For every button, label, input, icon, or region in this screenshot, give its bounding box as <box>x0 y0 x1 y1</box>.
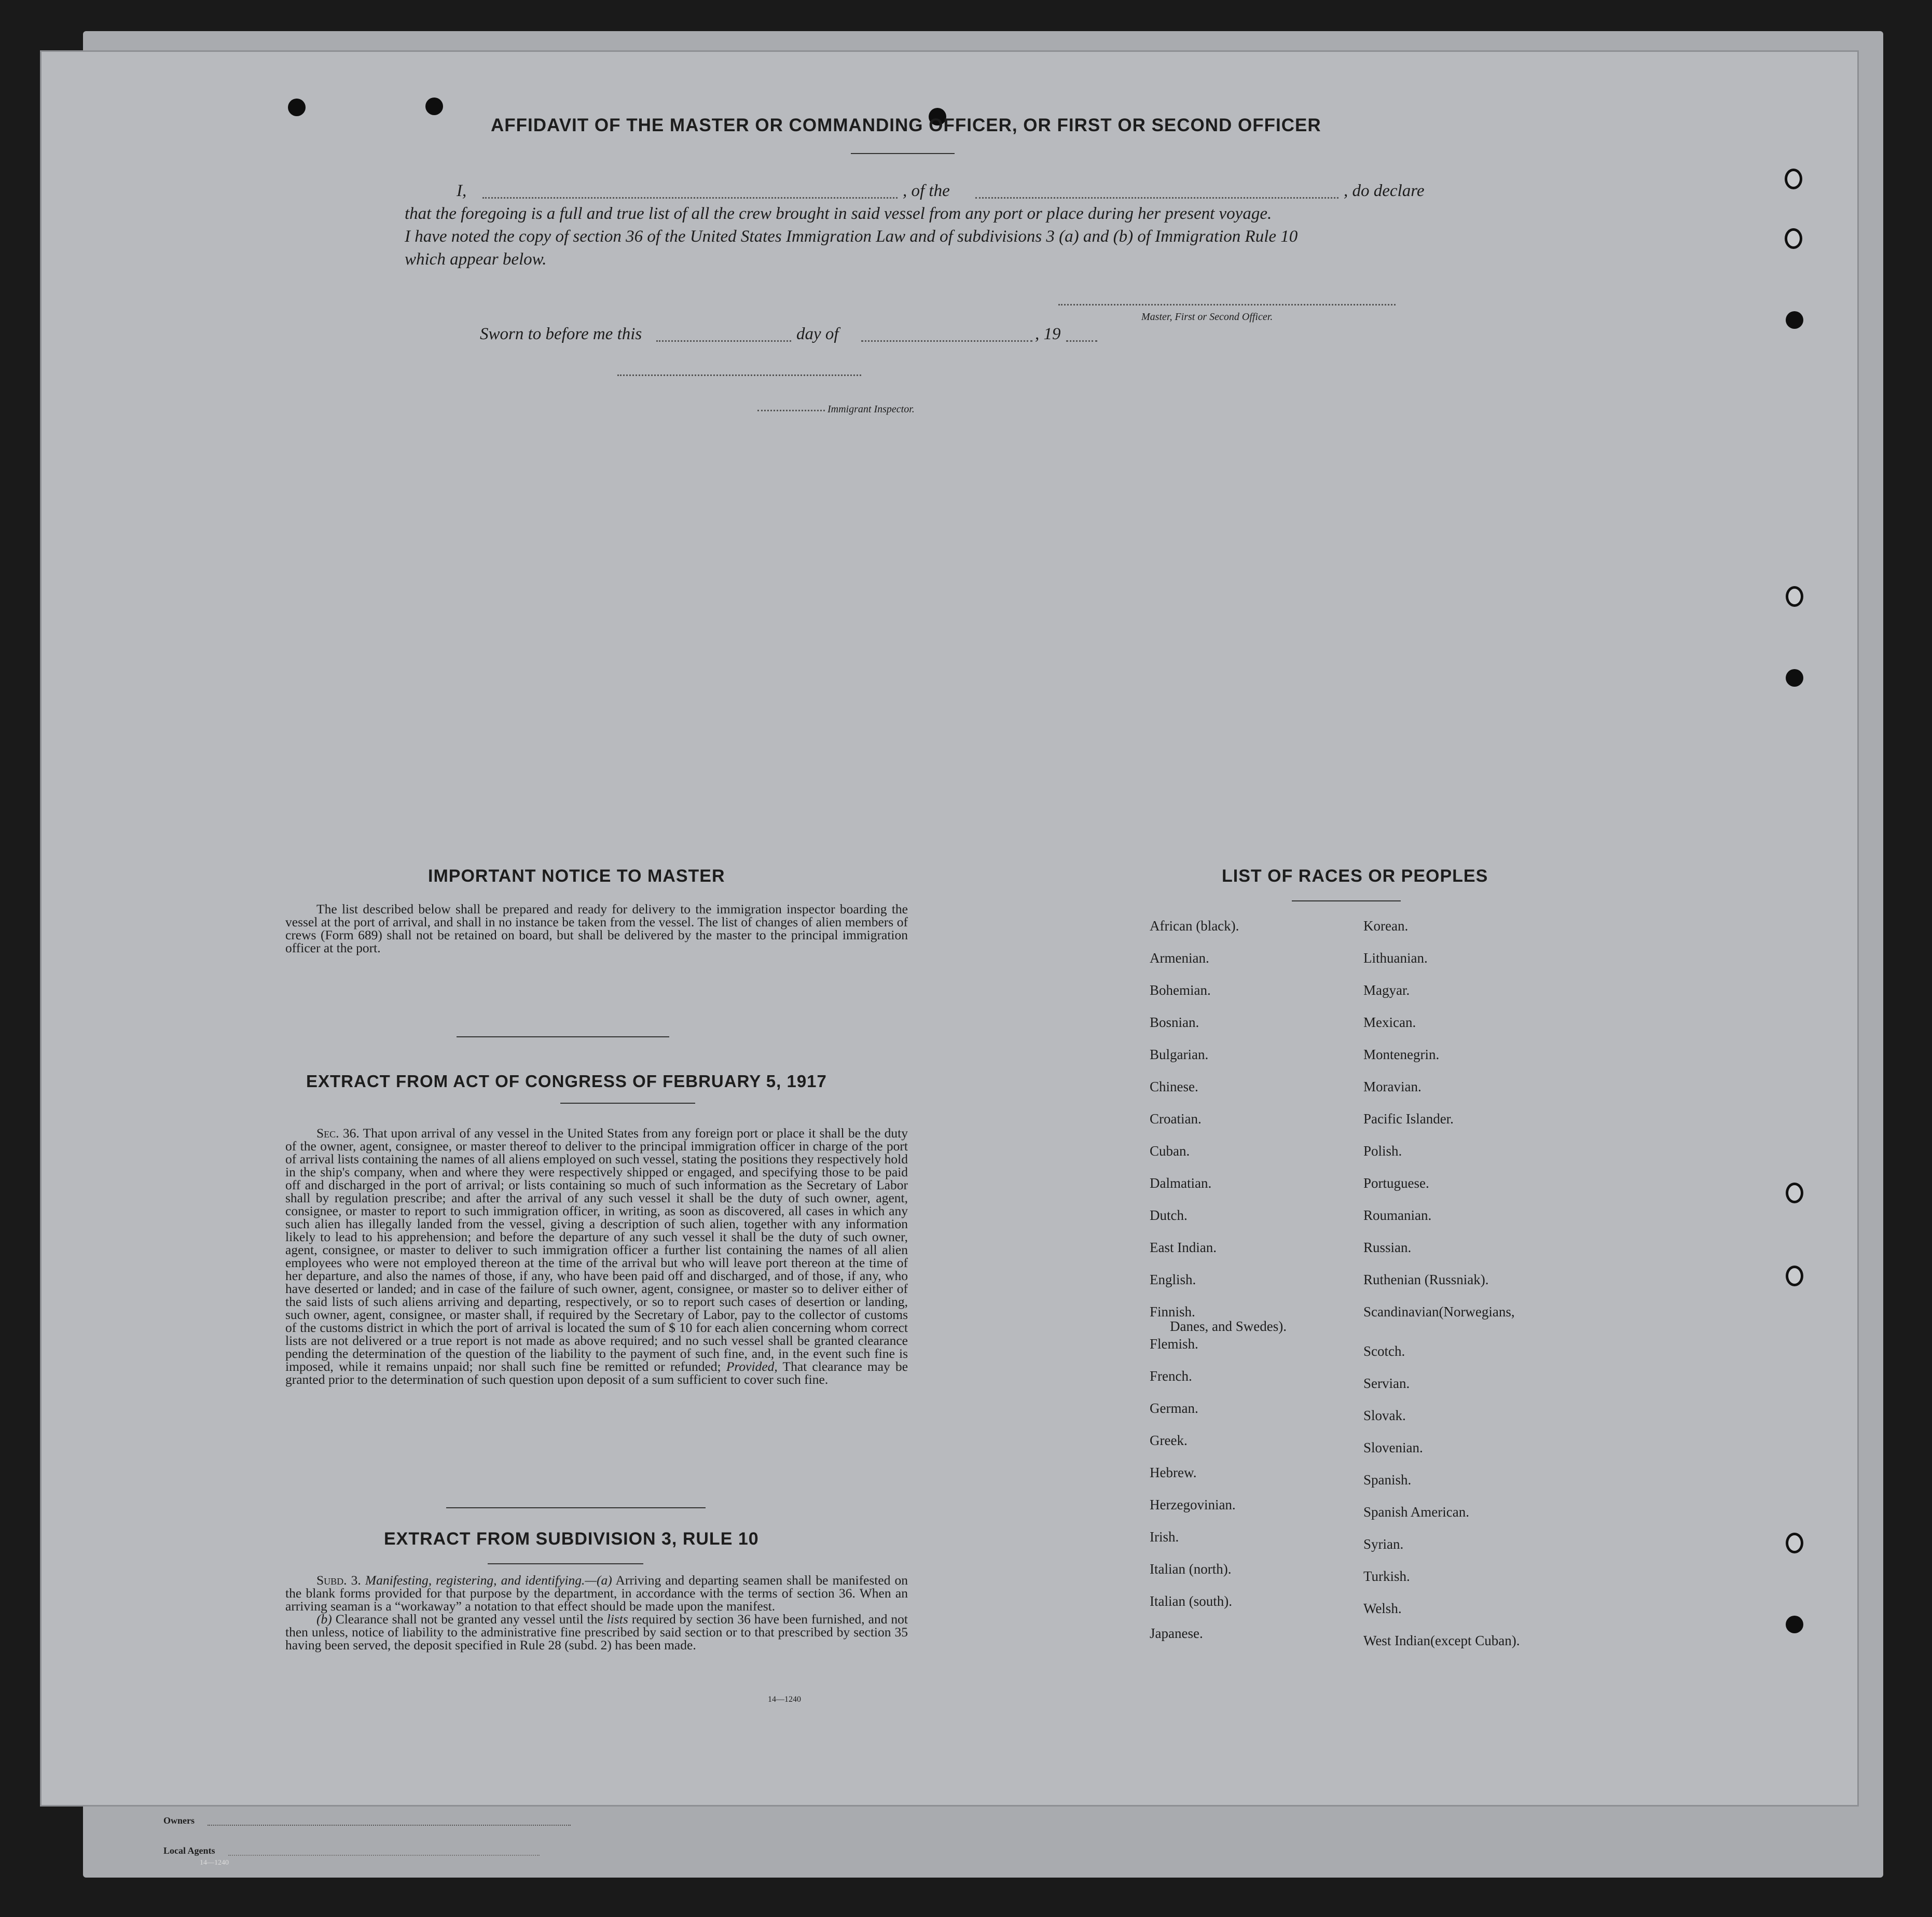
section-label: Sec. 36. <box>316 1126 360 1141</box>
vessel-blank[interactable] <box>975 197 1338 199</box>
officer-signature-label: Master, First or Second Officer. <box>1141 311 1273 323</box>
notice-text <box>285 902 908 954</box>
subd-text-a: Arriving and departing seamen shall be manifested on the blank forms provided for that purpose by the department, in accordance with the terms of section 36. When an arriving seaman is a “workaway” a notation to that effect should be made upon the manifest. <box>285 1573 908 1614</box>
race-item: Armenian. <box>1150 950 1209 966</box>
race-item: East Indian. <box>1150 1240 1217 1255</box>
name-blank[interactable] <box>482 197 898 199</box>
subd-b-text-2: required by section 36 have been furnished, and not then unless, notice of liability to the administrative fine prescribed by said section or to that prescribed by section 35 having been served, the deposit specified in Rule 28 (subd. 2) has been made. <box>285 1612 908 1652</box>
punch-hole <box>1786 1616 1803 1633</box>
race-item: Pacific Islander. <box>1363 1111 1454 1127</box>
day-blank[interactable] <box>656 340 791 342</box>
race-item: Dalmatian. <box>1150 1175 1212 1191</box>
affidavit-line-4: which appear below. <box>405 250 547 269</box>
local-agents-label: Local Agents <box>163 1845 215 1856</box>
race-item: Herzegovinian. <box>1150 1497 1236 1512</box>
divider <box>446 1507 706 1508</box>
notice-title: IMPORTANT NOTICE TO MASTER <box>428 866 725 886</box>
race-item: Bulgarian. <box>1150 1047 1209 1062</box>
label-of-the: , of the <box>903 182 950 200</box>
race-item: Slovenian. <box>1363 1440 1423 1455</box>
race-item: Slovak. <box>1363 1408 1406 1423</box>
race-item: African (black). <box>1150 918 1239 934</box>
race-item: Danes, and Swedes). <box>1170 1318 1287 1334</box>
race-item: Chinese. <box>1150 1079 1198 1094</box>
race-item: Ruthenian (Russniak). <box>1363 1272 1489 1287</box>
races-title: LIST OF RACES OR PEOPLES <box>1222 866 1488 886</box>
race-item: Russian. <box>1363 1240 1412 1255</box>
race-item: Lithuanian. <box>1363 950 1428 966</box>
binder-ring <box>1786 1533 1803 1553</box>
punch-hole <box>1786 669 1803 687</box>
race-item: Montenegrin. <box>1363 1047 1440 1062</box>
race-item: Dutch. <box>1150 1207 1188 1223</box>
race-item: Korean. <box>1363 918 1409 934</box>
officer-signature-line[interactable] <box>1058 304 1396 305</box>
inspector-signature-line[interactable] <box>617 374 861 376</box>
binder-ring <box>1785 228 1802 249</box>
binder-ring <box>1786 1183 1803 1203</box>
binder-ring <box>1786 1266 1803 1286</box>
binder-ring <box>1786 586 1803 607</box>
owners-blank[interactable] <box>208 1825 571 1826</box>
subd-b-text-1: Clearance shall not be granted any vessel until the <box>335 1612 603 1627</box>
affidavit-title: AFFIDAVIT OF THE MASTER OR COMMANDING OFFICER, OR FIRST OR SECOND OFFICER <box>491 115 1321 135</box>
affidavit-line-1 <box>457 182 1442 201</box>
race-item: Bohemian. <box>1150 982 1211 998</box>
race-item: Italian (north). <box>1150 1561 1232 1577</box>
race-item: Moravian. <box>1363 1079 1422 1094</box>
footer-form-number: 14—1240 <box>200 1859 229 1867</box>
race-item: Cuban. <box>1150 1143 1190 1159</box>
race-item: Polish. <box>1363 1143 1402 1159</box>
race-item: German. <box>1150 1400 1198 1416</box>
punch-hole <box>288 99 306 116</box>
title-underline <box>851 153 955 154</box>
act-title: EXTRACT FROM ACT OF CONGRESS OF FEBRUARY 5, 1917 <box>306 1072 827 1091</box>
label-do-declare: , do declare <box>1344 182 1425 200</box>
owners-label: Owners <box>163 1815 195 1826</box>
inspector-prefix-dots <box>757 410 825 411</box>
section-36-end: That clearance may be granted prior to the determination of such question upon deposit of a sum sufficient to cover such fine. <box>285 1359 908 1387</box>
act-paragraph <box>285 1127 908 1386</box>
race-item: Scandinavian(Norwegians, <box>1363 1304 1515 1319</box>
race-item: Bosnian. <box>1150 1015 1199 1030</box>
race-item: English. <box>1150 1272 1196 1287</box>
day-of-label: day of <box>796 325 839 343</box>
race-item: Greek. <box>1150 1433 1188 1448</box>
divider <box>488 1563 643 1564</box>
race-item: West Indian(except Cuban). <box>1363 1633 1520 1648</box>
race-item: Portuguese. <box>1363 1175 1429 1191</box>
race-item: Spanish. <box>1363 1472 1412 1488</box>
label-i: I, <box>457 182 467 200</box>
binder-ring <box>1785 169 1802 189</box>
divider <box>560 1103 695 1104</box>
punch-hole <box>1786 311 1803 329</box>
race-item: Scotch. <box>1363 1343 1405 1359</box>
subd-paragraph-b <box>285 1613 908 1651</box>
race-item: Welsh. <box>1363 1601 1402 1616</box>
affidavit-line-3: I have noted the copy of section 36 of the United States Immigration Law and of subdivisions 3 (a) and (b) of Immigration Rule 10 <box>405 227 1298 246</box>
race-item: Hebrew. <box>1150 1465 1197 1480</box>
subd-label: Subd. 3. <box>316 1573 361 1588</box>
year-label: , 19 <box>1035 325 1061 343</box>
race-item: Turkish. <box>1363 1568 1410 1584</box>
rule-title: EXTRACT FROM SUBDIVISION 3, RULE 10 <box>384 1529 759 1549</box>
subd-b-label: (b) <box>316 1612 332 1627</box>
race-item: Finnish. <box>1150 1304 1195 1319</box>
affidavit-page <box>42 52 1857 1826</box>
race-item: Flemish. <box>1150 1336 1198 1352</box>
form-number: 14—1240 <box>768 1695 801 1704</box>
race-item: Magyar. <box>1363 982 1410 998</box>
sworn-line <box>480 325 1102 344</box>
notice-paragraph: The list described below shall be prepared and ready for delivery to the immigration inspector boarding the vessel at the port of arrival, and shall in no instance be taken from the vessel. The list of changes of alien members of crews (Form 689) shall not be retained on board, but shall be delivered by the master to the principal immigration officer at the port. <box>285 901 908 955</box>
act-text <box>285 1127 908 1386</box>
divider <box>457 1036 669 1037</box>
rule-text <box>285 1574 908 1651</box>
race-item: Spanish American. <box>1363 1504 1469 1520</box>
race-item: French. <box>1150 1368 1192 1384</box>
race-item: Syrian. <box>1363 1536 1404 1552</box>
section-36-text: That upon arrival of any vessel in the United States from any foreign port or place it shall be the duty of the owner, agent, consignee, or master thereof to deliver to the principal immigration officer in charge of the port of arrival lists containing the names of all aliens employed on such vessel, stating the positions they respectively hold in the ship's company, when and where they were respectively shipped or engaged, and specifying those to be paid off and discharged in the port of arrival; or lists containing so much of such information as the Secretary of Labor shall by regulation prescribe; and after the arrival of any such vessel it shall be the duty of such owner, agent, consignee, or master to report to such immigration officer, in writing, as soon as discovered, all cases in which any such alien has illegally landed from the vessel, giving a description of such alien, together with any information likely to lead to his apprehension; and before the departure of any such vessel it shall be the duty of such owner, agent, consignee, or master to deliver to such immigration officer a further list containing the names of all alien employees who were not employed thereon at the time of the arrival but who will leave port thereon at the time of her departure, and also the names of those, if any, who have been paid off and discharged, and of those, if any, who have deserted or landed; and in case of the failure of such owner, agent, consignee, or master so to deliver either of the said lists of such aliens arriving and departing, respectively, or so to report such cases of desertion or landing, such owner, agent, consignee, or master shall, if required by the Secretary of Labor, pay to the collector of customs of the customs district in which the port of arrival is located the sum of $ 10 for each alien concerning whom correct lists are not delivered or a true report is not made as above required; and no such vessel shall be granted clearance pending the determination of the question of the liability to the payment of such fine, and, in the event such fine is imposed, while it remains unpaid; nor shall such fine be remitted or refunded; <box>285 1126 908 1374</box>
race-item: Irish. <box>1150 1529 1179 1545</box>
sworn-prefix: Sworn to before me this <box>480 325 642 343</box>
race-item: Japanese. <box>1150 1626 1203 1641</box>
subd-heading: Manifesting, registering, and identifying.—(a) <box>365 1573 612 1588</box>
divider <box>1292 900 1401 901</box>
race-item: Roumanian. <box>1363 1207 1432 1223</box>
race-item: Italian (south). <box>1150 1593 1232 1609</box>
inspector-label: Immigrant Inspector. <box>827 404 915 415</box>
race-item: Servian. <box>1363 1376 1410 1391</box>
local-agents-blank[interactable] <box>228 1855 540 1856</box>
subd-paragraph-a <box>285 1574 908 1613</box>
affidavit-line-2: that the foregoing is a full and true list of all the crew brought in said vessel from any port or place during her present voyage. <box>405 204 1272 223</box>
provided-label: Provided, <box>726 1359 778 1374</box>
punch-hole <box>425 98 443 115</box>
race-item: Mexican. <box>1363 1015 1416 1030</box>
race-item: Croatian. <box>1150 1111 1202 1127</box>
month-blank[interactable] <box>861 340 1032 342</box>
year-blank[interactable] <box>1066 340 1097 342</box>
subd-b-lists: lists <box>606 1612 628 1627</box>
